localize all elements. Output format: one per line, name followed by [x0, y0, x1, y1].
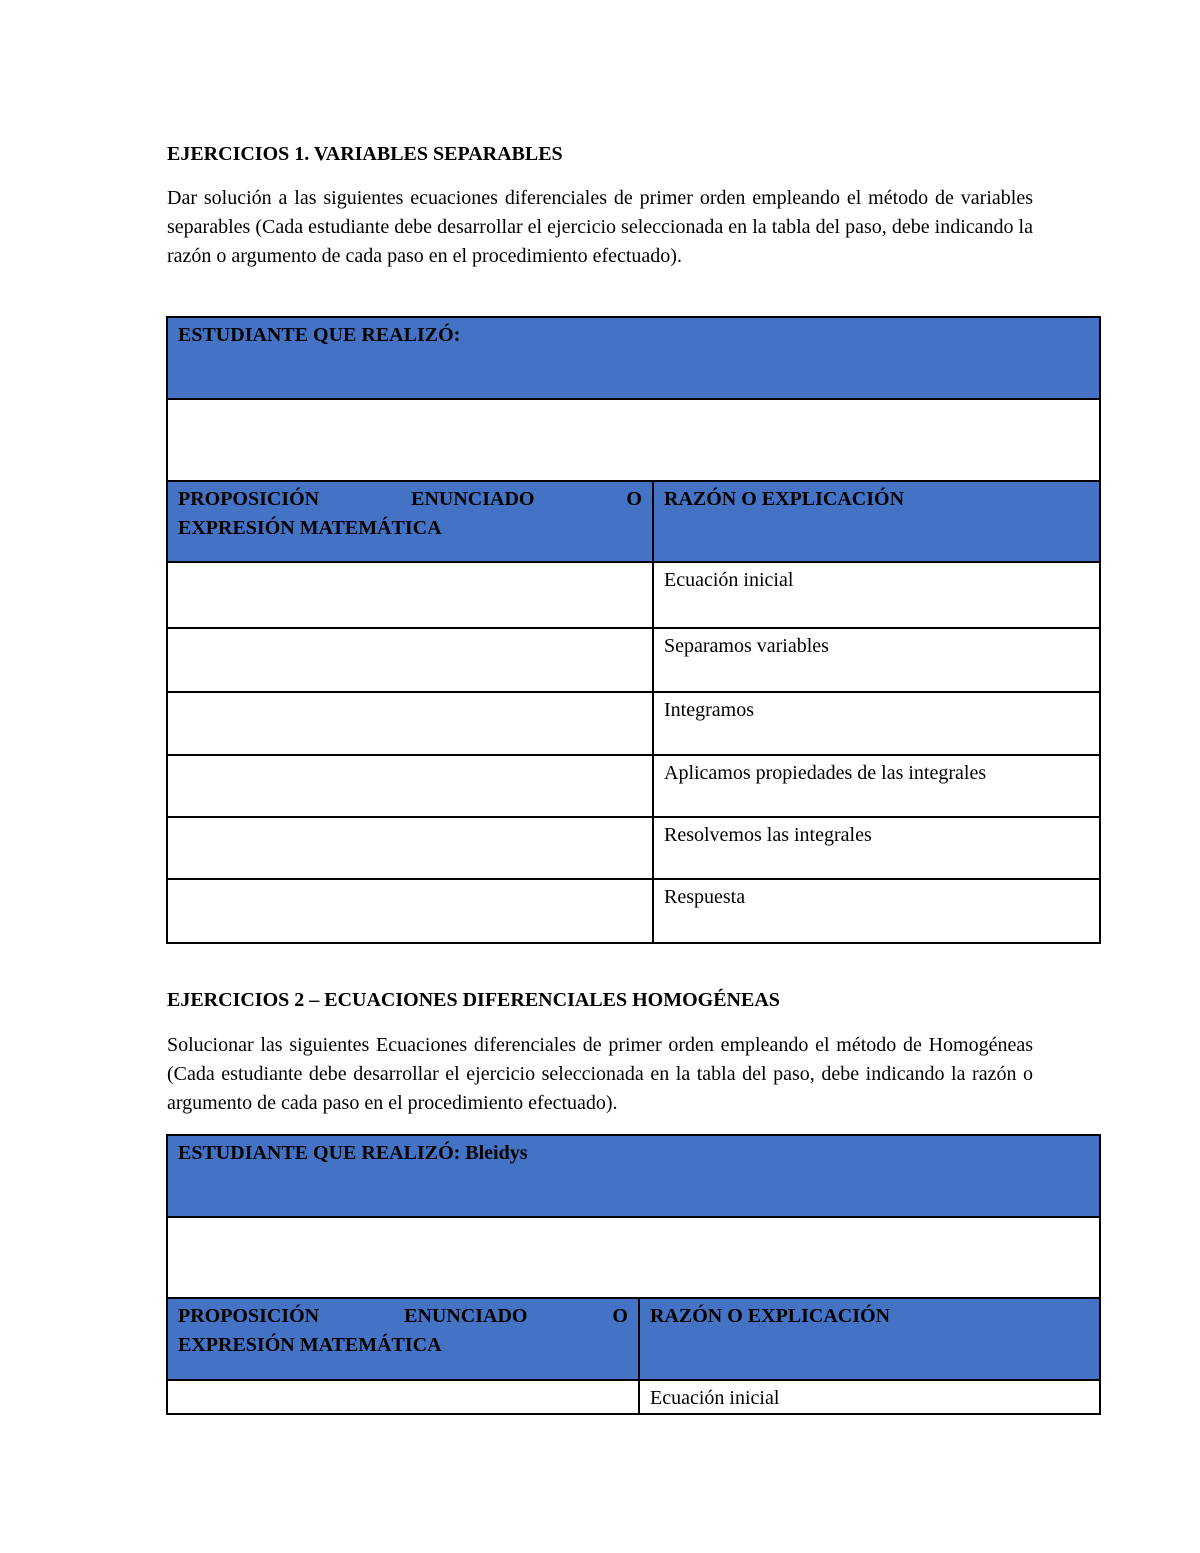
table-row — [167, 817, 1100, 879]
section2-paragraph: Solucionar las siguientes Ecuaciones diferenciales de primer orden empleando el método de Homogéneas (Cada estudiante debe desarrollar el ejercicio seleccionada en la tabla del paso, debe indicando la razón o argumento de cada paso en el procedimiento efectuado). — [167, 1034, 1033, 1114]
reason-cell: Ecuación inicial — [653, 562, 1100, 628]
column-header-row — [167, 1298, 1100, 1380]
column-header-expression — [167, 481, 653, 562]
section1-heading: EJERCICIOS 1. VARIABLES SEPARABLES — [167, 143, 563, 165]
student-answer-row — [167, 399, 1100, 481]
student-label: ESTUDIANTE QUE REALIZÓ: Bleidys — [167, 1135, 1100, 1217]
reason-cell: Integramos — [653, 692, 1100, 755]
expression-cell[interactable] — [167, 879, 653, 943]
reason-cell: Separamos variables — [653, 628, 1100, 692]
student-label: ESTUDIANTE QUE REALIZÓ: — [167, 317, 1100, 399]
column-header-expression-line1: PROPOSICIÓN ENUNCIADO O — [178, 1305, 628, 1327]
column-header-expression — [167, 1298, 639, 1380]
expression-cell[interactable] — [167, 562, 653, 628]
column-header-row — [167, 481, 1100, 562]
column-header-expression-line1: PROPOSICIÓN ENUNCIADO O — [178, 488, 642, 510]
expression-cell[interactable] — [167, 755, 653, 817]
expression-cell[interactable] — [167, 692, 653, 755]
table-row — [167, 879, 1100, 943]
student-row — [167, 317, 1100, 399]
table-row — [167, 692, 1100, 755]
reason-cell: Resolvemos las integrales — [653, 817, 1100, 879]
expression-cell[interactable] — [167, 1380, 639, 1414]
column-header-expression-line2: EXPRESIÓN MATEMÁTICA — [178, 517, 442, 539]
table-row — [167, 562, 1100, 628]
column-header-expression-line2: EXPRESIÓN MATEMÁTICA — [178, 1334, 442, 1356]
section2-table — [166, 1134, 1101, 1415]
reason-cell: Respuesta — [653, 879, 1100, 943]
section1-table — [166, 316, 1101, 944]
table-row — [167, 1380, 1100, 1414]
reason-cell: Aplicamos propiedades de las integrales — [653, 755, 1100, 817]
student-answer-cell[interactable] — [167, 1217, 1100, 1298]
expression-cell[interactable] — [167, 817, 653, 879]
reason-cell: Ecuación inicial — [639, 1380, 1100, 1414]
expression-cell[interactable] — [167, 628, 653, 692]
student-row — [167, 1135, 1100, 1217]
section2-heading: EJERCICIOS 2 – ECUACIONES DIFERENCIALES HOMOGÉNEAS — [167, 989, 780, 1011]
column-header-reason: RAZÓN O EXPLICACIÓN — [639, 1298, 1100, 1380]
student-answer-row — [167, 1217, 1100, 1298]
column-header-reason: RAZÓN O EXPLICACIÓN — [653, 481, 1100, 562]
student-answer-cell[interactable] — [167, 399, 1100, 481]
section1-paragraph: Dar solución a las siguientes ecuaciones diferenciales de primer orden empleando el método de variables separables (Cada estudiante debe desarrollar el ejercicio seleccionada en la tabla del paso, debe indicando la razón o argumento de cada paso en el procedimiento efectuado). — [167, 187, 1033, 267]
table-row — [167, 628, 1100, 692]
table-row — [167, 755, 1100, 817]
